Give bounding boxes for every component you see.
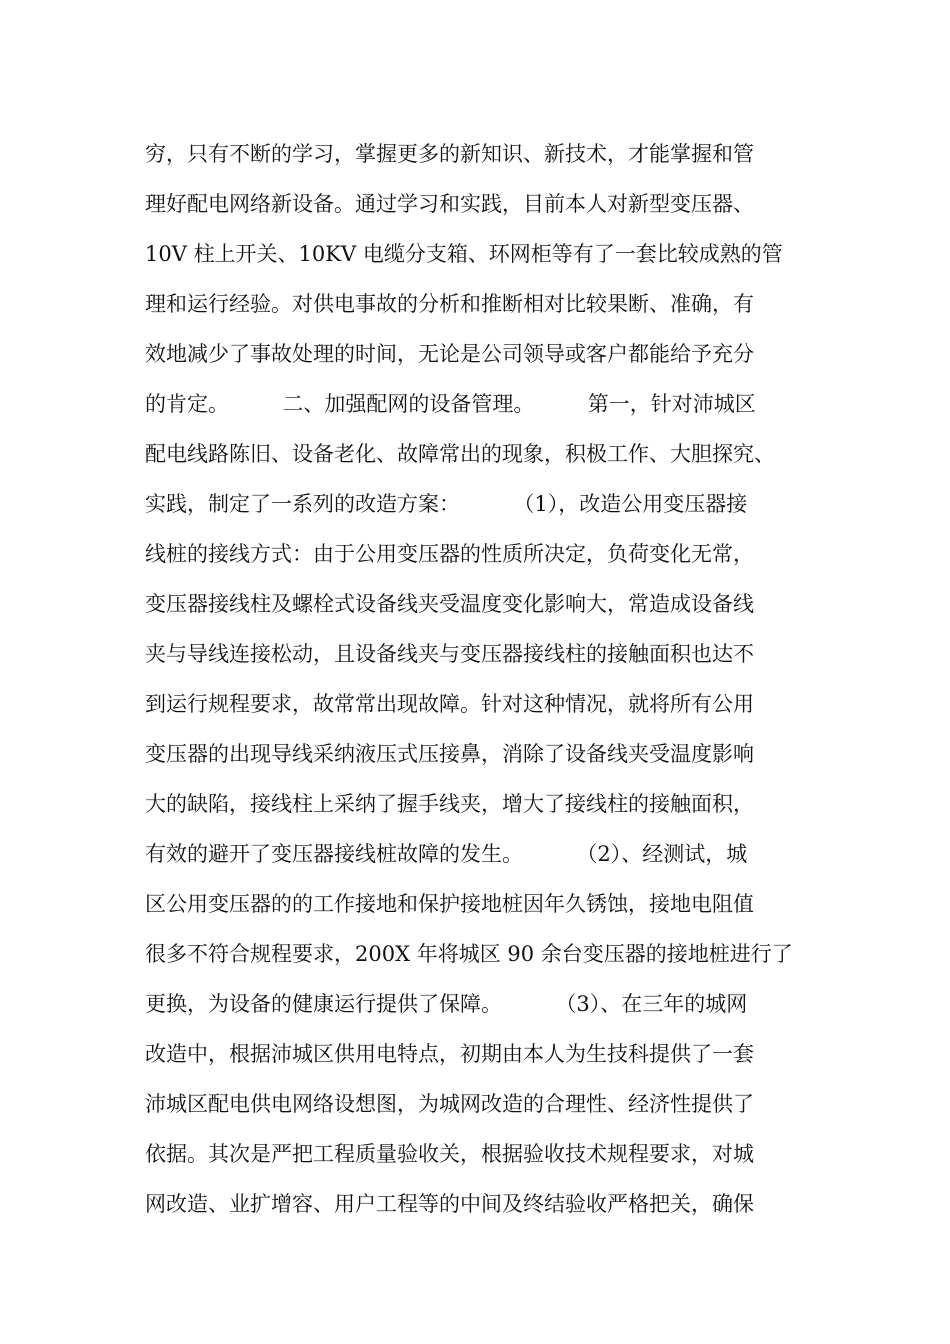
text-line: 理和运行经验。对供电事故的分析和推断相对比较果断、准确，有	[145, 292, 754, 316]
text-line: 的肯定。 二、加强配网的设备管理。 第一，针对沛城区	[145, 392, 756, 416]
text-line: 夹与导线连接松动，且设备线夹与变压器接线柱的接触面积也达不	[145, 642, 754, 666]
text-line: 理好配电网络新设备。通过学习和实践，目前本人对新型变压器、	[145, 192, 754, 216]
text-line: 有效的避开了变压器接线桩故障的发生。 （2）、经测试，城	[145, 842, 748, 866]
text-line: 10V 柱上开关、10KV 电缆分支箱、环网柜等有了一套比较成熟的管	[145, 242, 783, 266]
text-line: 线桩的接线方式：由于公用变压器的性质所决定，负荷变化无常，	[145, 542, 754, 566]
text-line: 变压器接线柱及螺栓式设备线夹受温度变化影响大，常造成设备线	[145, 592, 754, 616]
text-line: 改造中，根据沛城区供用电特点，初期由本人为生技科提供了一套	[145, 1042, 754, 1066]
text-line: 很多不符合规程要求，200X 年将城区 90 余台变压器的接地桩进行了	[145, 942, 793, 966]
body-text	[145, 129, 845, 1229]
text-line: 穷，只有不断的学习，掌握更多的新知识、新技术，才能掌握和管	[145, 142, 754, 166]
text-line: 区公用变压器的的工作接地和保护接地桩因年久锈蚀，接地电阻值	[145, 892, 754, 916]
text-line: 到运行规程要求，故常常出现故障。针对这种情况，就将所有公用	[145, 692, 754, 716]
text-line: 网改造、业扩增容、用户工程等的中间及终结验收严格把关，确保	[145, 1192, 754, 1216]
text-line: 实践，制定了一系列的改造方案： （1），改造公用变压器接	[145, 492, 748, 516]
text-line: 更换，为设备的健康运行提供了保障。 （3）、在三年的城网	[145, 992, 748, 1016]
text-line: 变压器的出现导线采纳液压式压接鼻，消除了设备线夹受温度影响	[145, 742, 754, 766]
text-line: 沛城区配电供电网络设想图，为城网改造的合理性、经济性提供了	[145, 1092, 754, 1116]
text-line: 效地减少了事故处理的时间，无论是公司领导或客户都能给予充分	[145, 342, 754, 366]
text-line: 配电线路陈旧、设备老化、故障常出的现象，积极工作、大胆探究、	[145, 442, 775, 466]
text-line: 大的缺陷，接线柱上采纳了握手线夹，增大了接线柱的接触面积，	[145, 792, 754, 816]
text-line: 依据。其次是严把工程质量验收关，根据验收技术规程要求，对城	[145, 1142, 754, 1166]
